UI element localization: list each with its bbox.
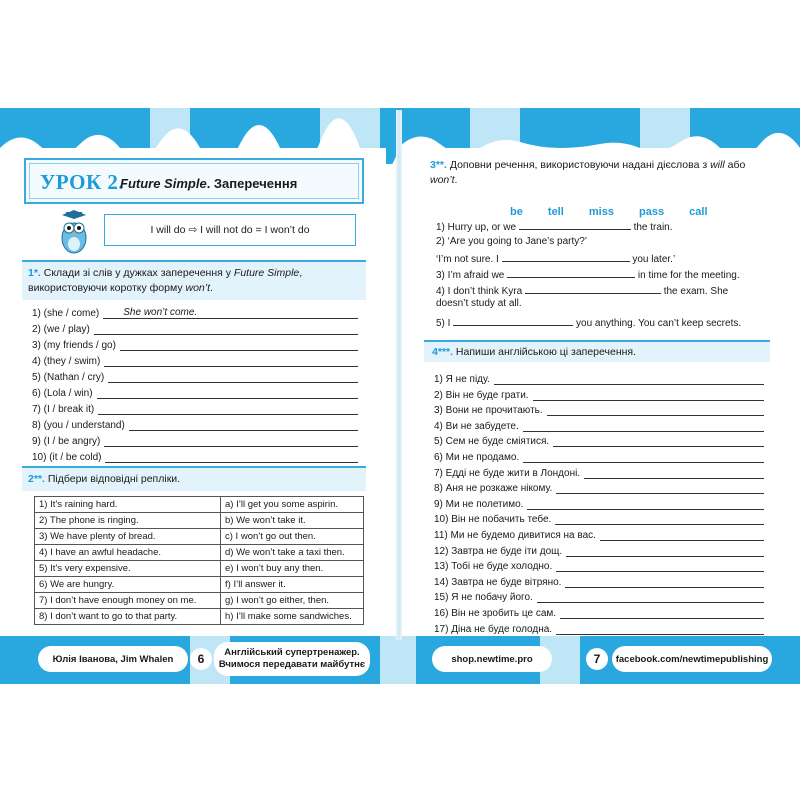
verb-item: call bbox=[689, 206, 708, 218]
response-cell: f) I’ll answer it. bbox=[221, 577, 364, 593]
page-number-left: 6 bbox=[190, 648, 212, 670]
answer-line[interactable] bbox=[556, 562, 764, 572]
table-row bbox=[35, 545, 364, 561]
example-answer: She won’t come. bbox=[123, 307, 198, 318]
response-cell: e) I won’t buy any then. bbox=[221, 561, 364, 577]
response-cell: a) I’ll get you some aspirin. bbox=[221, 497, 364, 513]
task3-line: 2) ‘Are you going to Jane’s party?’ bbox=[436, 236, 588, 247]
task4-item: 16) Він не зробить це сам. bbox=[434, 608, 764, 619]
task4-item: 7) Едді не буде жити в Лондоні. bbox=[434, 468, 764, 479]
task4-item: 17) Діна не буде голодна. bbox=[434, 624, 764, 635]
answer-line[interactable] bbox=[494, 375, 764, 385]
answer-line[interactable] bbox=[523, 422, 764, 432]
answer-line[interactable] bbox=[565, 578, 764, 588]
situation-cell: 4) I have an awful headache. bbox=[35, 545, 221, 561]
table-row bbox=[35, 593, 364, 609]
table-row bbox=[35, 609, 364, 625]
task4-item: 9) Ми не полетимо. bbox=[434, 499, 764, 510]
task2-header: 2**. Підбери відповідні репліки. bbox=[22, 466, 366, 491]
task1-item: 2) (we / play) bbox=[32, 324, 358, 335]
task4-item: 3) Вони не прочитають. bbox=[434, 405, 764, 416]
answer-line[interactable] bbox=[97, 389, 358, 399]
task1-item: 4) (they / swim) bbox=[32, 356, 358, 367]
task4-header: 4***. Напиши англійською ці заперечення. bbox=[424, 340, 770, 362]
verb-item: pass bbox=[639, 206, 665, 218]
task3-line: 1) Hurry up, or we the train. bbox=[436, 222, 673, 233]
verb-item: tell bbox=[547, 206, 564, 218]
situation-cell: 3) We have plenty of bread. bbox=[35, 529, 221, 545]
verb-bank bbox=[510, 206, 724, 218]
answer-blank[interactable] bbox=[502, 252, 630, 262]
answer-line[interactable] bbox=[105, 453, 358, 463]
response-cell: h) I’ll make some sandwiches. bbox=[221, 609, 364, 625]
situation-cell: 6) We are hungry. bbox=[35, 577, 221, 593]
book-spine bbox=[396, 110, 402, 640]
task4-item: 4) Ви не забудете. bbox=[434, 421, 764, 432]
verb-item: be bbox=[510, 206, 523, 218]
authors-label: Юлія Іванова, Jim Whalen bbox=[38, 646, 188, 672]
page-number-right: 7 bbox=[586, 648, 608, 670]
task3-line: doesn’t study at all. bbox=[436, 298, 522, 309]
task4-item: 2) Він не буде грати. bbox=[434, 390, 764, 401]
task3-line: 3) I’m afraid we in time for the meeting. bbox=[436, 270, 740, 281]
answer-line[interactable] bbox=[537, 593, 764, 603]
answer-line[interactable] bbox=[584, 469, 764, 479]
task4-item: 14) Завтра не буде вітряно. bbox=[434, 577, 764, 588]
task1-item: 1) (she / come) She won’t come. bbox=[32, 308, 358, 319]
table-row bbox=[35, 497, 364, 513]
task4-item: 10) Він не побачить тебе. bbox=[434, 514, 764, 525]
task3-line: 4) I don’t think Kyra the exam. She bbox=[436, 286, 729, 297]
table-row bbox=[35, 577, 364, 593]
answer-blank[interactable] bbox=[453, 316, 573, 326]
answer-line[interactable] bbox=[553, 437, 764, 447]
task1-item: 8) (you / understand) bbox=[32, 420, 358, 431]
answer-line[interactable] bbox=[94, 325, 358, 335]
answer-line[interactable] bbox=[98, 405, 358, 415]
situation-cell: 1) It’s raining hard. bbox=[35, 497, 221, 513]
answer-line[interactable] bbox=[129, 421, 358, 431]
book-title: Англійський супертренажер. Вчимося передавати майбутнє bbox=[214, 642, 370, 676]
task1-header: 1*. Склади зі слів у дужках заперечення у Future Simple, використовуючи коротку форму won’t. bbox=[22, 260, 366, 300]
task4-item: 5) Сем не буде сміятися. bbox=[434, 436, 764, 447]
answer-line[interactable] bbox=[527, 500, 764, 510]
task4-item: 13) Тобі не буде холодно. bbox=[434, 561, 764, 572]
task1-item: 7) (I / break it) bbox=[32, 404, 358, 415]
owl-mascot-icon bbox=[56, 210, 92, 256]
answer-line[interactable] bbox=[556, 484, 764, 494]
facebook-link[interactable]: facebook.com/newtimepublishing bbox=[612, 646, 772, 672]
answer-line[interactable] bbox=[600, 531, 764, 541]
table-row bbox=[35, 529, 364, 545]
situation-cell: 7) I don’t have enough money on me. bbox=[35, 593, 221, 609]
situation-cell: 5) It’s very expensive. bbox=[35, 561, 221, 577]
task4-item: 1) Я не піду. bbox=[434, 374, 764, 385]
task4-item: 11) Ми не будемо дивитися на вас. bbox=[434, 530, 764, 541]
formula-box: I will do ⇨ I will not do = I won’t do bbox=[104, 214, 356, 246]
response-cell: c) I won’t go out then. bbox=[221, 529, 364, 545]
answer-line[interactable] bbox=[523, 453, 764, 463]
answer-line[interactable] bbox=[566, 547, 764, 557]
answer-line[interactable] bbox=[556, 625, 764, 635]
task1-item: 10) (it / be cold) bbox=[32, 452, 358, 463]
situation-cell: 8) I don’t want to go to that party. bbox=[35, 609, 221, 625]
matching-table bbox=[34, 496, 364, 625]
task1-item: 5) (Nathan / cry) bbox=[32, 372, 358, 383]
answer-line[interactable] bbox=[104, 357, 358, 367]
task4-item: 15) Я не побачу його. bbox=[434, 592, 764, 603]
lesson-topic: Future Simple. Заперечення bbox=[120, 176, 298, 191]
answer-line[interactable] bbox=[547, 406, 764, 416]
task3-line: 5) I you anything. You can’t keep secrets. bbox=[436, 318, 742, 329]
task1-item: 3) (my friends / go) bbox=[32, 340, 358, 351]
shop-link[interactable]: shop.newtime.pro bbox=[432, 646, 552, 672]
response-cell: d) We won’t take a taxi then. bbox=[221, 545, 364, 561]
situation-cell: 2) The phone is ringing. bbox=[35, 513, 221, 529]
answer-line[interactable] bbox=[533, 391, 764, 401]
task1-item: 9) (I / be angry) bbox=[32, 436, 358, 447]
answer-blank[interactable] bbox=[525, 284, 661, 294]
answer-line[interactable] bbox=[108, 373, 358, 383]
task3-header: 3**. Доповни речення, використовуючи надані дієслова з will або won’t. bbox=[430, 159, 746, 186]
task4-item: 12) Завтра не буде іти дощ. bbox=[434, 546, 764, 557]
answer-line[interactable] bbox=[104, 437, 358, 447]
answer-line[interactable] bbox=[555, 515, 764, 525]
task3-line: ‘I’m not sure. I you later.’ bbox=[436, 254, 676, 265]
answer-line[interactable] bbox=[120, 341, 358, 351]
task1-item: 6) (Lola / win) bbox=[32, 388, 358, 399]
answer-line[interactable] bbox=[560, 609, 764, 619]
answer-blank[interactable] bbox=[507, 268, 635, 278]
response-cell: b) We won’t take it. bbox=[221, 513, 364, 529]
lesson-number: УРОК 2. bbox=[40, 170, 125, 194]
task4-item: 8) Аня не розкаже нікому. bbox=[434, 483, 764, 494]
task4-item: 6) Ми не продамо. bbox=[434, 452, 764, 463]
table-row bbox=[35, 513, 364, 529]
answer-line[interactable] bbox=[103, 309, 358, 319]
verb-item: miss bbox=[588, 206, 614, 218]
table-row bbox=[35, 561, 364, 577]
response-cell: g) I won’t go either, then. bbox=[221, 593, 364, 609]
answer-blank[interactable] bbox=[519, 220, 631, 230]
